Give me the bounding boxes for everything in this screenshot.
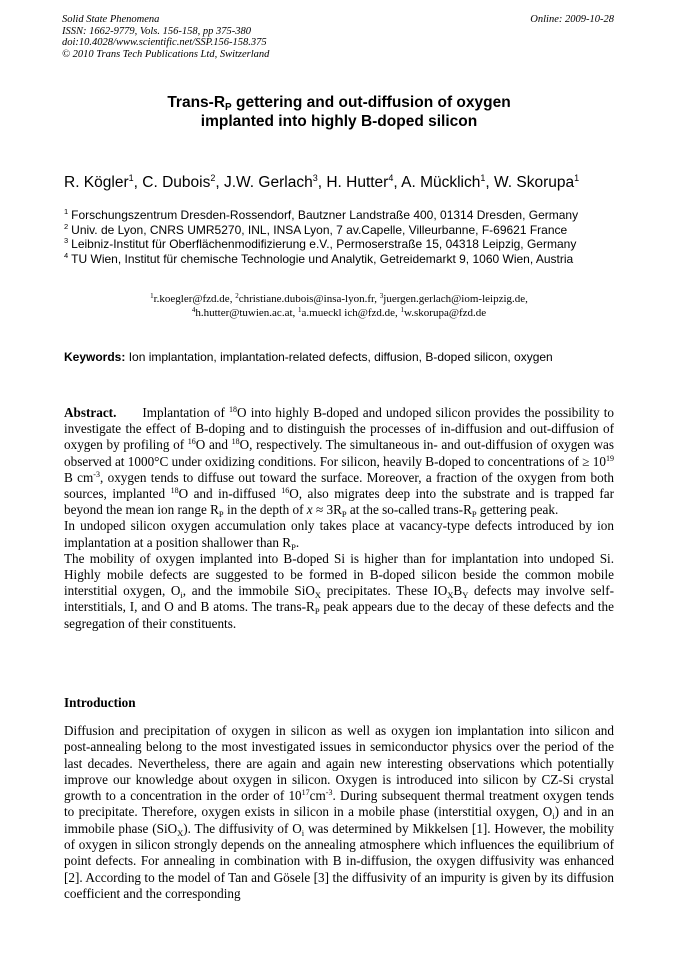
introduction-paragraph — [64, 723, 614, 902]
author-name: A. Mücklich — [401, 174, 481, 191]
author-affiliation-mark: 1 — [574, 173, 580, 183]
text-run: O and — [195, 437, 232, 453]
abstract-paragraph — [64, 551, 614, 632]
abstract — [64, 405, 614, 632]
email-address: r.koegler@fzd.de, — [153, 293, 236, 305]
superscript: 19 — [606, 453, 614, 463]
affiliation-number: 2 — [64, 221, 69, 231]
text-run: . — [295, 534, 300, 550]
author-name: W. Skorupa — [494, 174, 575, 191]
email-line — [0, 292, 678, 306]
abstract-paragraph — [64, 518, 614, 550]
title-part: Trans-R — [167, 94, 226, 111]
text-run: O, respectively. The simultaneous in- and out-diffusion of oxygen was observed at 1000°C under oxidizing conditions. For silicon, heavily B-doped to concentrations of ≥ 10 — [64, 437, 614, 469]
subscript: i — [552, 811, 555, 822]
affiliation — [64, 237, 624, 252]
author-name: R. Kögler — [64, 174, 129, 191]
text-run: , oxygen tends to diffuse out toward the surface. Moreover, a fraction of the oxygen from both sources, implanted — [64, 469, 614, 502]
superscript: -3 — [325, 788, 333, 798]
text-run: , and the immobile SiO — [182, 583, 315, 599]
author-separator: , — [215, 174, 224, 191]
keywords — [64, 350, 624, 365]
affiliation-number: 3 — [64, 236, 69, 245]
introduction-heading: Introduction — [64, 695, 136, 710]
title-subscript: P — [225, 102, 232, 113]
author-name: J.W. Gerlach — [223, 174, 313, 191]
email-affiliation-mark: 1 — [298, 306, 302, 314]
keywords-text: Ion implantation, implantation-related defects, diffusion, B-doped silicon, oxygen — [125, 350, 553, 364]
superscript: 18 — [170, 486, 179, 496]
text-run: B cm — [64, 469, 94, 485]
affiliation-text: Leibniz-Institut für Oberflächenmodifizierung e.V., Permoserstraße 15, 04318 Leipzig, Germany — [71, 237, 577, 251]
paper-title — [0, 93, 678, 131]
subscript: X — [177, 827, 184, 838]
email-line — [0, 306, 678, 320]
email-address: h.hutter@tuwien.ac.at, — [195, 307, 299, 319]
abstract-label: Abstract. — [64, 405, 117, 420]
text-run: gettering peak. — [476, 502, 559, 518]
author-affiliation-mark: 4 — [388, 173, 394, 183]
online-date: Online: 2009-10-28 — [530, 14, 614, 25]
affiliation — [64, 208, 624, 223]
affiliation-list — [64, 208, 624, 266]
journal-doi: doi:10.4028/www.scientific.net/SSP.156-158.375 — [62, 37, 267, 48]
text-run: ) and in an immobile phase (SiO — [64, 804, 615, 836]
subscript: X — [447, 590, 454, 601]
email-address: christiane.dubois@insa-lyon.fr, — [238, 293, 380, 305]
text-run: O and in-diffused — [178, 486, 282, 502]
text-run: at the so-called trans-R — [346, 502, 472, 518]
affiliation-number: 4 — [64, 250, 69, 260]
affiliation — [64, 223, 624, 238]
email-affiliation-mark: 4 — [191, 306, 196, 314]
author-separator: , — [133, 174, 143, 191]
email-address: juergen.gerlach@iom-leipzig.de, — [383, 293, 528, 305]
affiliation-text: Univ. de Lyon, CNRS UMR5270, INL, INSA Lyon, 7 av.Capelle, Villeurbanne, F-69621 France — [71, 222, 568, 237]
journal-issn: ISSN: 1662-9779, Vols. 156-158, pp 375-380 — [62, 25, 251, 37]
subscript: X — [314, 590, 322, 601]
author-name: C. Dubois — [142, 174, 211, 191]
abstract-paragraph — [64, 405, 614, 518]
superscript: 16 — [187, 437, 196, 447]
text-run: B — [453, 583, 463, 599]
text-run: in the depth of — [223, 502, 307, 518]
subscript: Y — [462, 590, 469, 601]
subscript: P — [341, 509, 347, 520]
text-run: O into highly B-doped and undoped silicon provides the possibility to investigate the effect of B-doping and to distinguish the processes of in-diffusion and out-diffusion of oxygen by profiling of — [64, 405, 615, 453]
author-name: H. Hutter — [326, 174, 389, 191]
subscript: P — [291, 541, 296, 552]
superscript: 16 — [281, 486, 290, 496]
author-affiliation-mark: 3 — [312, 173, 318, 183]
text-run: In undoped silicon oxygen accumulation only takes place at vacancy-type defects introduced by ion implantation at a position shallower than R — [64, 518, 614, 550]
text-run: . During subsequent thermal treatment oxygen tends to precipitate. Therefore, oxygen exists in silicon in a mobile phase (interstitial oxygen, O — [64, 788, 614, 820]
text-run: ≈ 3R — [312, 502, 342, 518]
subscript: i — [180, 590, 183, 601]
subscript: P — [314, 606, 320, 617]
keywords-label: Keywords: — [64, 350, 126, 364]
email-affiliation-mark: 1 — [150, 292, 154, 300]
text-run: Implantation of — [142, 405, 230, 420]
author-separator: , — [317, 174, 327, 191]
subscript: i — [301, 827, 305, 838]
affiliation — [64, 252, 624, 267]
text-run: cm — [309, 788, 326, 804]
text-run: precipitates. These IO — [321, 583, 448, 599]
email-list — [0, 292, 678, 320]
affiliation-text: TU Wien, Institut für chemische Technologie und Analytik, Getreidemarkt 9, 1060 Wien, Austria — [71, 251, 574, 266]
text-run: O, also migrates deep into the substrate and is trapped far beyond the mean ion range R — [64, 486, 614, 518]
text-run: peak appears due to the decay of these defects and the segregation of their constituents. — [64, 599, 615, 631]
journal-header — [62, 14, 269, 60]
affiliation-number: 1 — [64, 207, 69, 216]
email-affiliation-mark: 3 — [379, 292, 384, 300]
text-run: ). The diffusivity of O — [183, 820, 302, 836]
superscript: -3 — [93, 469, 100, 479]
email-affiliation-mark: 1 — [400, 306, 405, 314]
author-separator: , — [393, 174, 402, 191]
introduction — [64, 723, 614, 902]
title-part: gettering and out-diffusion of oxygen — [231, 94, 511, 111]
author-affiliation-mark: 2 — [210, 173, 216, 183]
italic-symbol: x — [306, 502, 313, 518]
superscript: 18 — [229, 405, 238, 414]
author-affiliation-mark: 1 — [128, 173, 134, 183]
author-separator: , — [485, 174, 495, 191]
text-run: was determined by Mikkelsen [1]. However, the mobility of oxygen in silicon strongly depends on the annealing atmosphere which influences the equilibrium of point defects. For annealing in combination with B in-diffusion, the oxygen diffusivity was enhanced [2]. According to the model of Tan and Gösele [3] the diffusivity of an impurity is given by its diffusion coefficient and the corresponding — [64, 820, 614, 901]
author-affiliation-mark: 1 — [480, 173, 486, 183]
text-run: defects may involve self-interstitials, I, and O and B atoms. The trans-R — [64, 583, 614, 615]
journal-copyright: © 2010 Trans Tech Publications Ltd, Switzerland — [62, 48, 270, 60]
superscript: 18 — [231, 437, 240, 447]
subscript: P — [218, 509, 224, 520]
text-run: The mobility of oxygen implanted into B-doped Si is higher than for implantation into undoped Si. Highly mobile defects are suggested to be formed in B-doped silicon beside the common mobile interstitial oxygen, O — [64, 550, 614, 599]
superscript: 17 — [301, 788, 310, 798]
email-address: a.mueckl ich@fzd.de, — [301, 307, 401, 319]
author-list — [64, 173, 624, 193]
journal-name: Solid State Phenomena — [62, 14, 160, 25]
affiliation-text: Forschungszentrum Dresden-Rossendorf, Bautzner Landstraße 400, 01314 Dresden, Germany — [71, 208, 579, 222]
email-address: w.skorupa@fzd.de — [404, 307, 487, 319]
title-line-2: implanted into highly B-doped silicon — [200, 113, 478, 130]
subscript: P — [471, 509, 477, 520]
email-affiliation-mark: 2 — [235, 292, 239, 300]
text-run: Diffusion and precipitation of oxygen in silicon as well as oxygen ion implantation into silicon and post-annealing belong to the most investigated issues in semiconductor physics over the period of the last decades. Nevertheless, there are again and again new interesting observations which potentially improve our knowledge about oxygen in silicon. Oxygen is introduced into silicon by CZ-Si crystal growth to a concentration in the order of 10 — [64, 723, 614, 804]
